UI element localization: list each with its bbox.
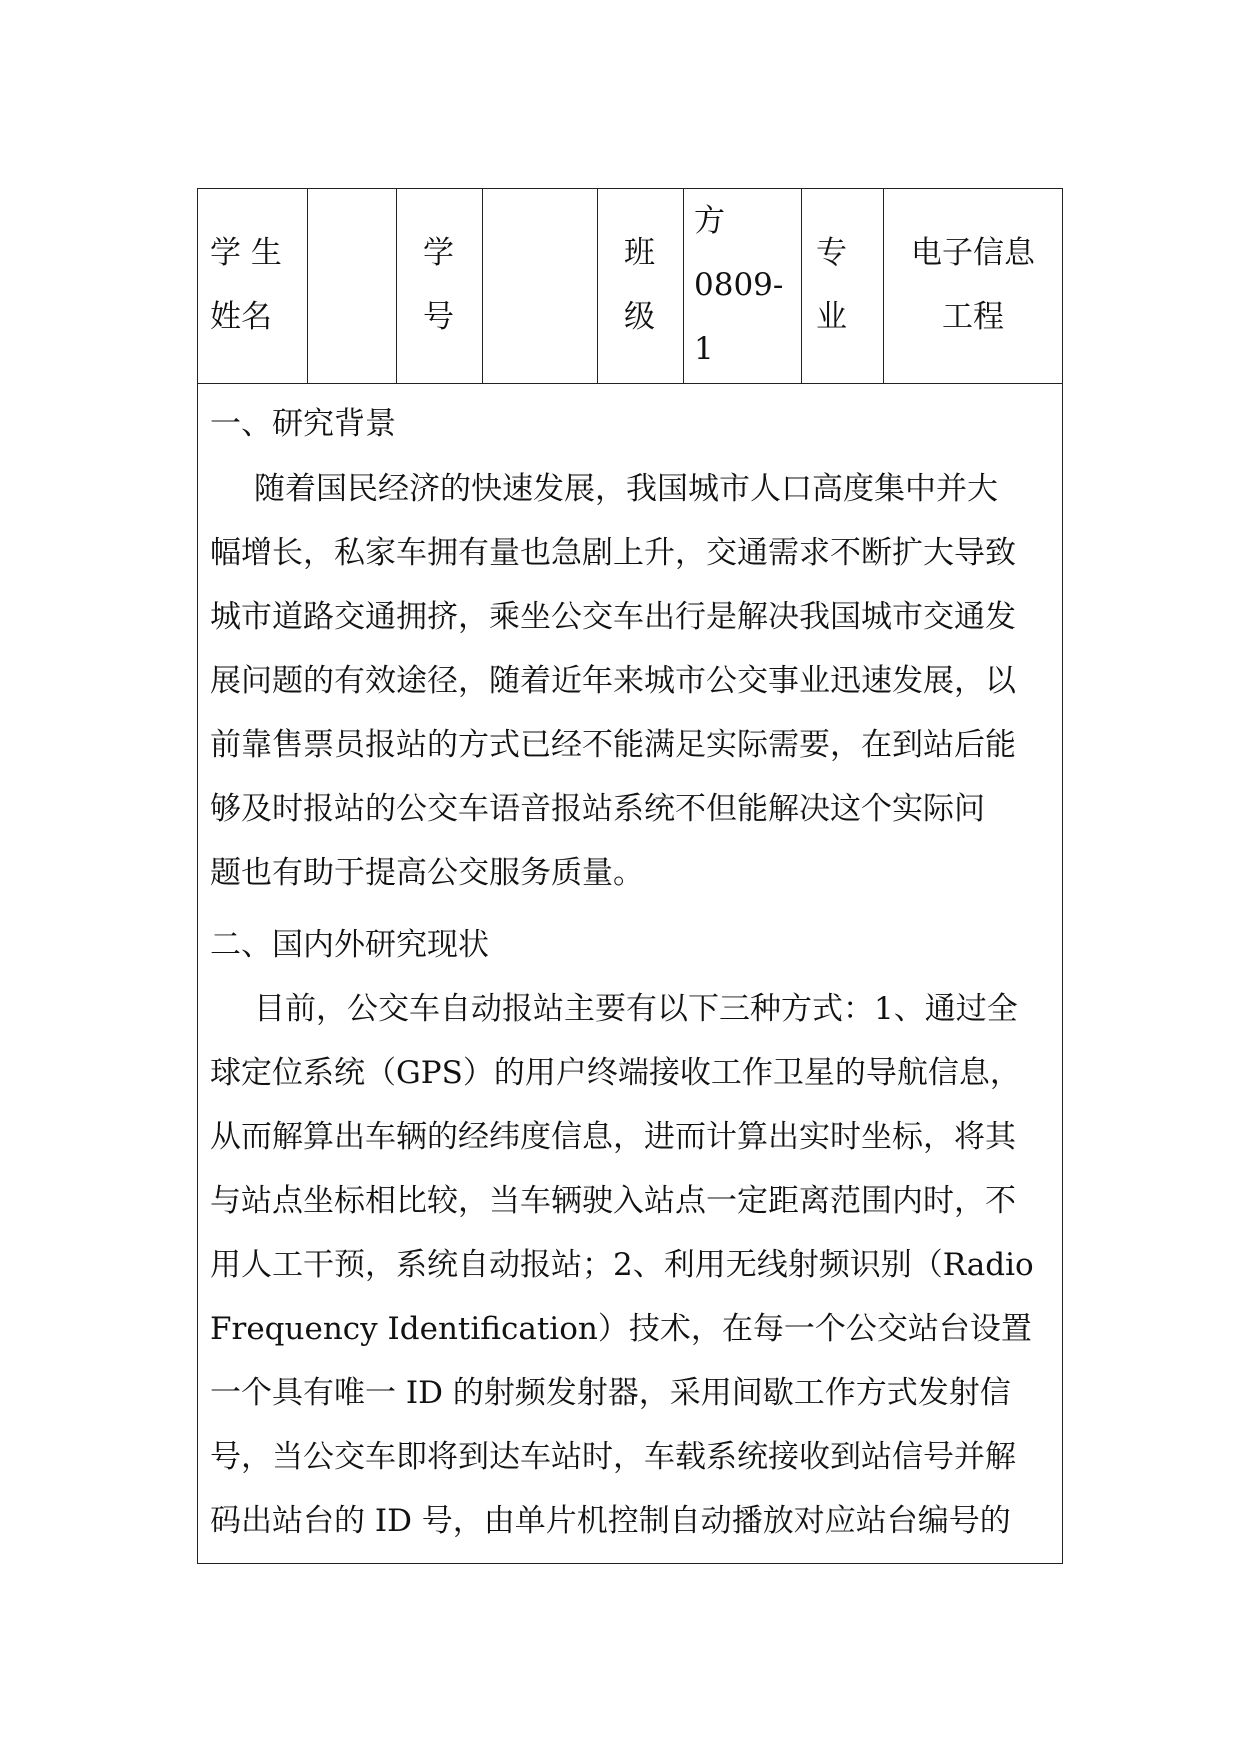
section1-line-1: 随着国民经济的快速发展，我国城市人口高度集中并大 <box>254 471 998 507</box>
section2-line-8: 号，当公交车即将到达车站时，车载系统接收到站信号并解 <box>210 1439 1016 1475</box>
major-value-cell <box>884 189 1062 383</box>
section2-line-4: 与站点坐标相比较，当车辆驶入站点一定距离范围内时，不 <box>210 1183 1016 1219</box>
major-label-line2: 业 <box>816 299 847 335</box>
section1-line-2: 幅增长，私家车拥有量也急剧上升，交通需求不断扩大导致 <box>210 535 1016 571</box>
class-label-cell <box>598 189 684 383</box>
section2-line-3: 从而解算出车辆的经纬度信息，进而计算出实时坐标，将其 <box>210 1119 1016 1155</box>
section1-line-5: 前靠售票员报站的方式已经不能满足实际需要，在到站后能 <box>210 727 1016 763</box>
student-id-label-cell <box>397 189 483 383</box>
student-id-label-line2: 号 <box>423 299 454 335</box>
application-form-table <box>197 188 1063 1564</box>
class-label-line2: 级 <box>624 299 655 335</box>
report-body <box>198 384 1062 1564</box>
student-id-label-line1: 学 <box>423 235 454 271</box>
section2-line-1: 目前，公交车自动报站主要有以下三种方式：1、通过全 <box>254 991 1018 1027</box>
class-label-line1: 班 <box>624 235 655 271</box>
class-value-line1: 方 <box>694 203 725 239</box>
section1-line-3: 城市道路交通拥挤，乘坐公交车出行是解决我国城市交通发 <box>210 599 1016 635</box>
section2-line-5: 用人工干预，系统自动报站；2、利用无线射频识别（Radio <box>210 1247 1034 1283</box>
section2-line-9: 码出站台的 ID 号，由单片机控制自动播放对应站台编号的 <box>210 1503 1011 1539</box>
section1-line-7: 题也有助于提高公交服务质量。 <box>210 855 644 891</box>
student-info-row <box>198 189 1062 384</box>
section1-line-6: 够及时报站的公交车语音报站系统不但能解决这个实际问 <box>210 791 985 827</box>
student-id-value-cell[interactable] <box>483 189 598 383</box>
class-value-line3: 1 <box>694 331 714 367</box>
student-name-label-line2: 姓名 <box>210 299 272 335</box>
class-value-cell <box>684 189 802 383</box>
major-value-line2: 工程 <box>942 299 1004 335</box>
section1-heading: 一、研究背景 <box>210 406 396 442</box>
class-value-line2: 0809- <box>694 267 784 303</box>
major-label-cell <box>802 189 884 383</box>
major-label-line1: 专 <box>816 235 847 271</box>
section2-line-6: Frequency Identification）技术，在每一个公交站台设置 <box>210 1311 1032 1347</box>
major-value-line1: 电子信息 <box>911 235 1035 271</box>
section2-line-2: 球定位系统（GPS）的用户终端接收工作卫星的导航信息， <box>210 1055 1021 1091</box>
section2-heading: 二、国内外研究现状 <box>210 927 489 963</box>
student-name-label-cell <box>198 189 308 383</box>
student-name-label-line1: 学 生 <box>210 235 282 271</box>
student-name-value-cell[interactable] <box>308 189 397 383</box>
section1-line-4: 展问题的有效途径，随着近年来城市公交事业迅速发展，以 <box>210 663 1016 699</box>
section2-line-7: 一个具有唯一 ID 的射频发射器，采用间歇工作方式发射信 <box>210 1375 1011 1411</box>
